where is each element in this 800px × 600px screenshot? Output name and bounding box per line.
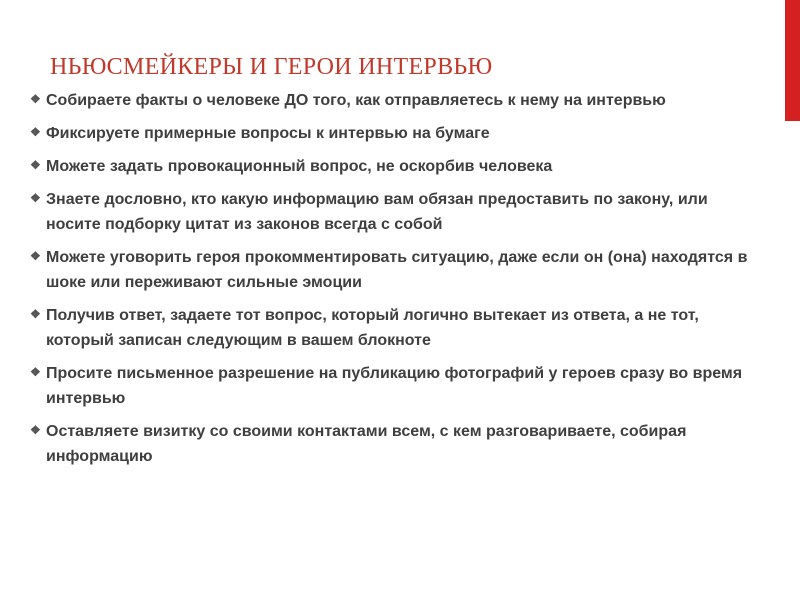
diamond-bullet-icon: ❖: [30, 249, 41, 263]
bullet-item: [30, 361, 760, 411]
bullet-text: Просите письменное разрешение на публикацию фотографий у героев сразу во время интервью: [46, 365, 743, 407]
bullet-item: [30, 245, 760, 295]
bullet-item: [30, 303, 760, 353]
bullet-text: Оставляете визитку со своими контактами всем, с кем разговариваете, собирая информацию: [46, 423, 687, 465]
diamond-bullet-icon: ❖: [30, 307, 41, 321]
diamond-bullet-icon: ❖: [30, 191, 41, 205]
bullet-item: [30, 154, 760, 179]
bullet-text: Фиксируете примерные вопросы к интервью на бумаге: [46, 125, 490, 142]
diamond-bullet-icon: ❖: [30, 423, 41, 437]
bullet-text: Знаете дословно, кто какую информацию вам обязан предоставить по закону, или носите подборку цитат из законов всегда с собой: [46, 191, 708, 233]
bullet-text: Собираете факты о человеке ДО того, как отправляетесь к нему на интервью: [46, 92, 666, 109]
accent-bar: [785, 0, 800, 121]
bullet-text: Можете уговорить героя прокомментировать ситуацию, даже если он (она) находятся в шоке или переживают сильные эмоции: [46, 249, 748, 291]
diamond-bullet-icon: ❖: [30, 158, 41, 172]
bullet-item: [30, 187, 760, 237]
diamond-bullet-icon: ❖: [30, 125, 41, 139]
slide-title: НЬЮСМЕЙКЕРЫ И ГЕРОИ ИНТЕРВЬЮ: [50, 54, 493, 80]
bullet-item: [30, 419, 760, 469]
diamond-bullet-icon: ❖: [30, 365, 41, 379]
diamond-bullet-icon: ❖: [30, 92, 41, 106]
bullet-text: Получив ответ, задаете тот вопрос, который логично вытекает из ответа, а не тот, который записан следующим в вашем блокноте: [46, 307, 699, 349]
bullet-item: [30, 88, 760, 113]
bullet-list: [30, 88, 760, 477]
bullet-text: Можете задать провокационный вопрос, не оскорбив человека: [46, 158, 553, 175]
bullet-item: [30, 121, 760, 146]
